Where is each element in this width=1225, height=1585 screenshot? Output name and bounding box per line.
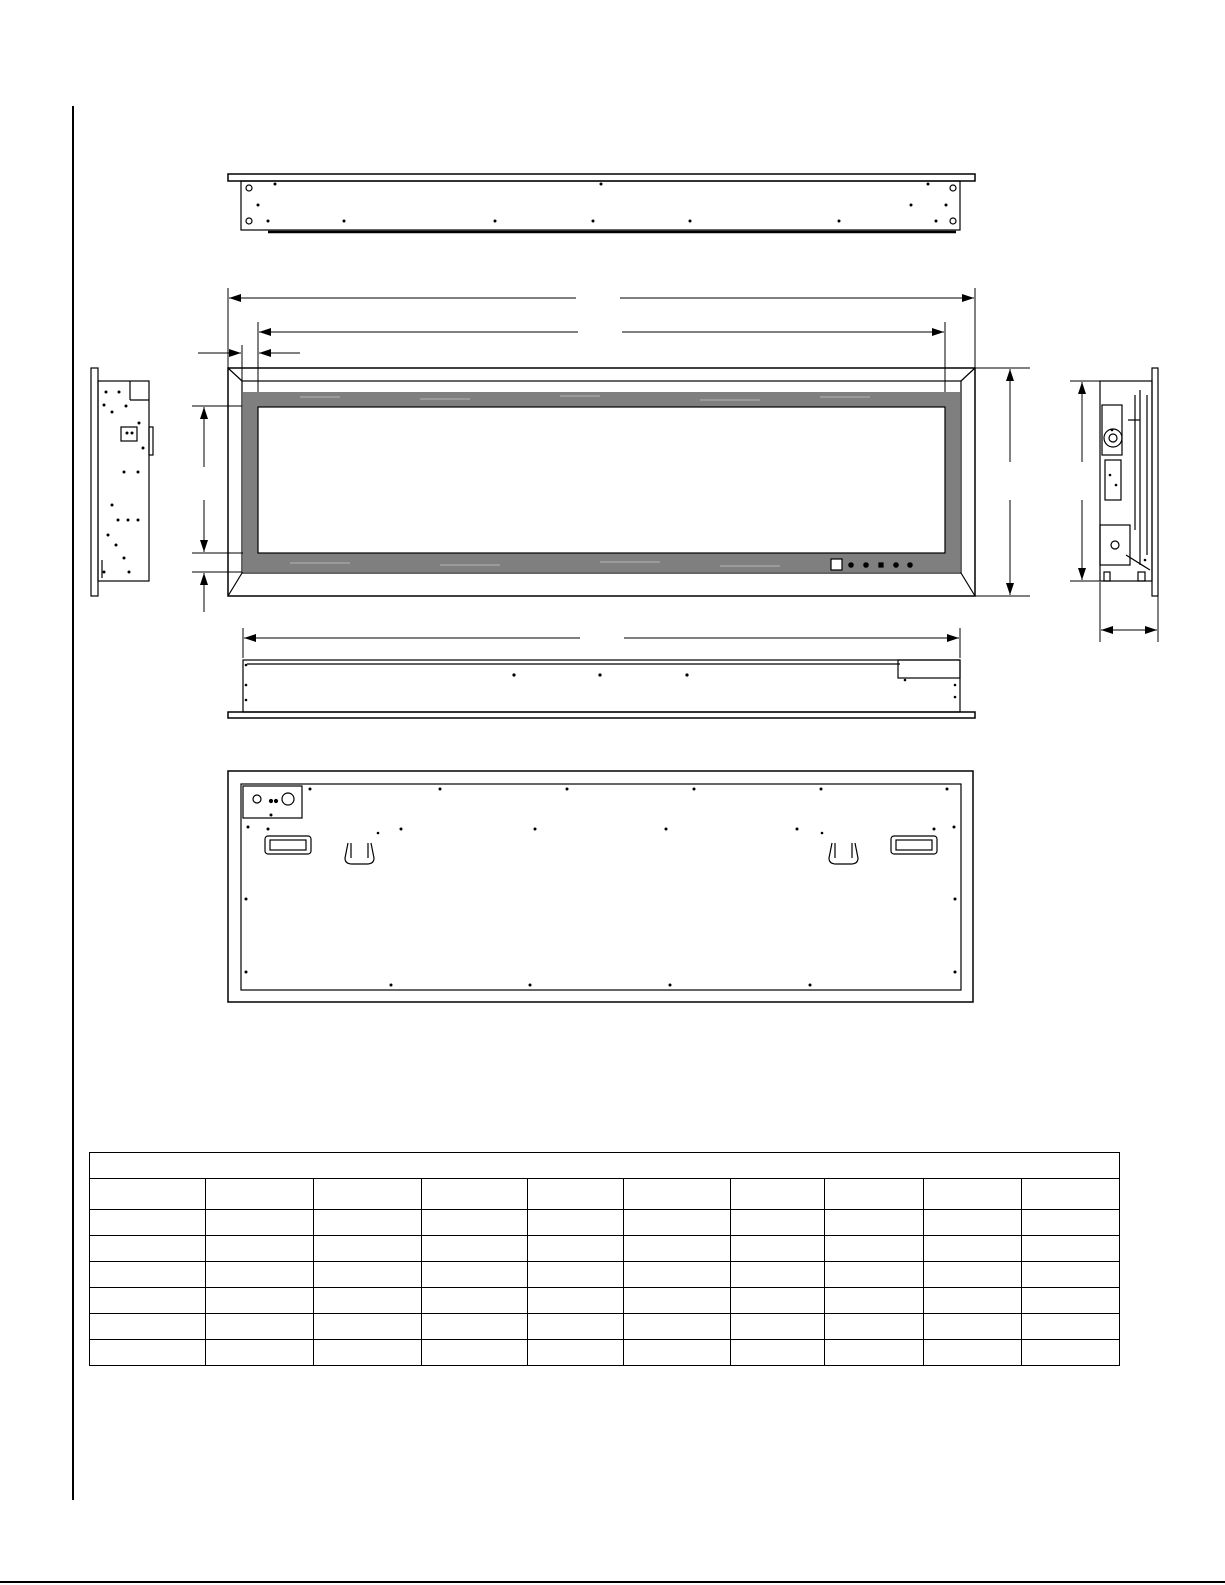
table-row [90, 1314, 1120, 1340]
table-cell [1022, 1210, 1120, 1236]
table-cell [422, 1236, 528, 1262]
table-header-cell [314, 1179, 422, 1210]
table-header-cell [528, 1179, 624, 1210]
table-header-cell [924, 1179, 1022, 1210]
table-header-cell [624, 1179, 731, 1210]
table-cell [825, 1210, 924, 1236]
table-cell [206, 1340, 314, 1366]
table-cell [314, 1236, 422, 1262]
bottom-view [228, 660, 975, 718]
bracket-right [829, 843, 858, 864]
table-cell [314, 1262, 422, 1288]
table-cell [90, 1210, 206, 1236]
table-cell [624, 1262, 731, 1288]
table-cell [528, 1262, 624, 1288]
table-cell [206, 1262, 314, 1288]
table-cell [624, 1314, 731, 1340]
table-cell [1022, 1314, 1120, 1340]
table-title [90, 1153, 1120, 1179]
table-cell [624, 1236, 731, 1262]
left-side-view [91, 368, 153, 596]
table-cell [206, 1314, 314, 1340]
table-cell [825, 1314, 924, 1340]
table-cell [90, 1340, 206, 1366]
table-row [90, 1340, 1120, 1366]
control-button[interactable] [879, 563, 883, 567]
handle-right [891, 836, 937, 854]
table-cell [314, 1210, 422, 1236]
table-cell [731, 1262, 825, 1288]
table-cell [825, 1288, 924, 1314]
bracket-left [345, 843, 374, 864]
table-cell [825, 1236, 924, 1262]
table-cell [422, 1288, 528, 1314]
table-header-cell [1022, 1179, 1120, 1210]
table-header-cell [422, 1179, 528, 1210]
table-cell [624, 1340, 731, 1366]
front-view [228, 368, 975, 596]
table-header-cell [825, 1179, 924, 1210]
table-cell [422, 1314, 528, 1340]
table-cell [924, 1288, 1022, 1314]
table-cell [206, 1288, 314, 1314]
table-cell [422, 1262, 528, 1288]
table-cell [924, 1236, 1022, 1262]
table-cell [206, 1210, 314, 1236]
table-cell [90, 1236, 206, 1262]
table-cell [528, 1314, 624, 1340]
table-cell [924, 1262, 1022, 1288]
table-cell [1022, 1236, 1120, 1262]
control-button[interactable] [864, 563, 868, 567]
control-button[interactable] [894, 563, 898, 567]
table-row [90, 1262, 1120, 1288]
table-cell [422, 1210, 528, 1236]
control-button[interactable] [908, 563, 912, 567]
table-cell [528, 1236, 624, 1262]
table-cell [314, 1288, 422, 1314]
table-cell [731, 1210, 825, 1236]
table-cell [1022, 1288, 1120, 1314]
table-cell [314, 1314, 422, 1340]
table-cell [1022, 1340, 1120, 1366]
table-header-cell [90, 1179, 206, 1210]
table-cell [624, 1210, 731, 1236]
table-cell [1022, 1262, 1120, 1288]
table-title-row [90, 1153, 1120, 1179]
table-cell [825, 1262, 924, 1288]
table-header-cell [731, 1179, 825, 1210]
rear-view [228, 771, 973, 1002]
table-cell [90, 1288, 206, 1314]
table-cell [422, 1340, 528, 1366]
table-row [90, 1236, 1120, 1262]
table-cell [314, 1340, 422, 1366]
table-row [90, 1210, 1120, 1236]
table-header-cell [206, 1179, 314, 1210]
table-cell [924, 1314, 1022, 1340]
power-button[interactable] [831, 559, 842, 570]
table-cell [90, 1314, 206, 1340]
dimension-table [89, 1152, 1120, 1366]
handle-left [265, 836, 311, 854]
top-view [228, 174, 975, 232]
table-cell [624, 1288, 731, 1314]
control-button[interactable] [849, 563, 853, 567]
table-row [90, 1288, 1120, 1314]
table-cell [528, 1288, 624, 1314]
table-cell [924, 1340, 1022, 1366]
table-cell [90, 1262, 206, 1288]
table-cell [528, 1340, 624, 1366]
table-cell [731, 1288, 825, 1314]
table-cell [206, 1236, 314, 1262]
table-cell [731, 1340, 825, 1366]
table-cell [731, 1314, 825, 1340]
table-cell [731, 1236, 825, 1262]
right-side-view [1100, 368, 1158, 596]
table-header-row [90, 1179, 1120, 1210]
table-cell [528, 1210, 624, 1236]
table-cell [924, 1210, 1022, 1236]
table-cell [825, 1340, 924, 1366]
